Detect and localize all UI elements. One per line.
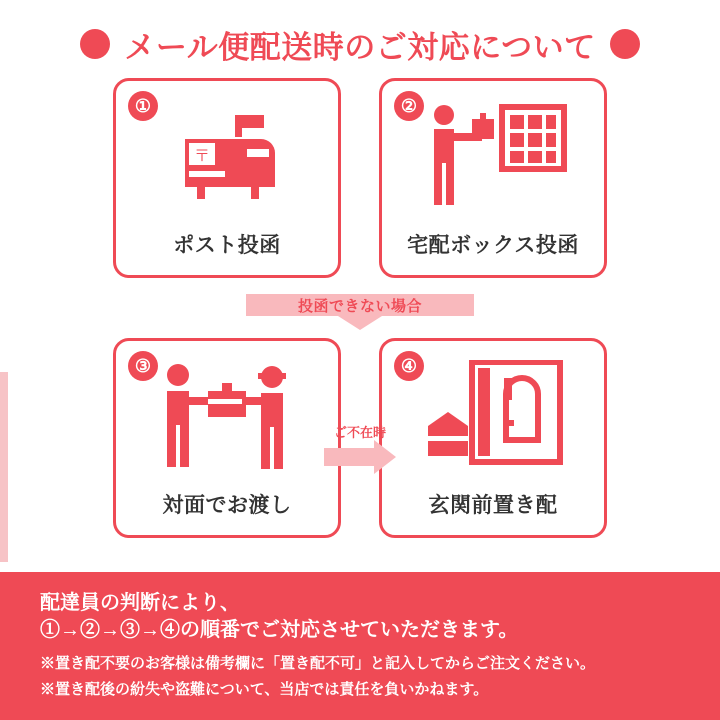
right-arrow-label: ご不在時 xyxy=(333,425,386,440)
note-line-2: ①→②→③→④の順番でご対応させていただきます。 xyxy=(40,619,519,641)
step-card-1[interactable] xyxy=(113,78,341,278)
page-title xyxy=(0,0,720,70)
svg-text:〒: 〒 xyxy=(193,148,211,165)
step-card-3[interactable] xyxy=(113,338,341,538)
step-label-4: 玄関前置き配 xyxy=(428,494,558,517)
footer-note xyxy=(0,572,720,720)
step-card-2[interactable] xyxy=(379,78,607,278)
step-badge-2: ② xyxy=(394,91,424,121)
right-arrow-bar xyxy=(324,448,376,466)
steps-row-top xyxy=(0,78,720,278)
step-badge-3: ③ xyxy=(128,351,158,381)
step-card-4[interactable] xyxy=(379,338,607,538)
step-label-1: ポスト投函 xyxy=(173,234,281,257)
down-arrow-tip xyxy=(338,316,382,330)
down-arrow-icon xyxy=(246,288,474,328)
note-line-4: ※置き配後の紛失や盗難について、当店では責任を負いかねます。 xyxy=(40,681,489,698)
down-arrow-label: 投函できない場合 xyxy=(297,297,422,315)
right-arrow-tip xyxy=(374,440,396,474)
down-arrow-wrap xyxy=(0,278,720,338)
step-badge-1: ① xyxy=(128,91,158,121)
note-line-3: ※置き配不要のお客様は備考欄に「置き配不可」と記入してからご注文ください。 xyxy=(40,655,596,672)
step-label-3: 対面でお渡し xyxy=(162,494,292,517)
step-label-2: 宅配ボックス投函 xyxy=(407,234,579,257)
note-line-1: 配達員の判断により、 xyxy=(40,592,240,614)
title-dot-left-icon xyxy=(80,29,110,59)
right-arrow-icon xyxy=(324,425,396,478)
title-dot-right-icon xyxy=(610,29,640,59)
page-title-text: メール便配送時のご対応について xyxy=(124,29,596,65)
step-badge-4: ④ xyxy=(394,351,424,381)
